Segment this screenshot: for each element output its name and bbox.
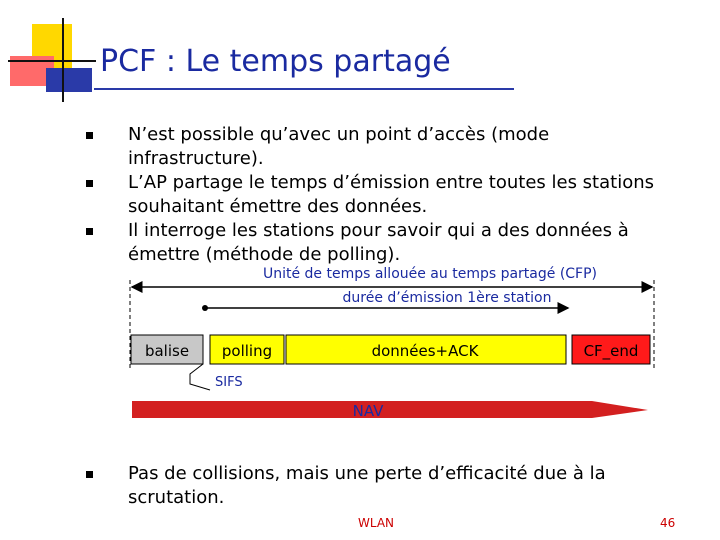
slide-title: PCF : Le temps partagé (100, 44, 451, 79)
balise-label: balise (144, 342, 190, 360)
bullet-square-icon (86, 132, 93, 139)
nav-label: NAV (352, 402, 384, 420)
logo-horizontal-line (8, 60, 96, 62)
cf-end-label: CF_end (583, 342, 639, 360)
bullet-text: Pas de collisions, mais une perte d’efficacité due à la scrutation. (128, 463, 606, 508)
bullet-square-icon (86, 228, 93, 235)
pcf-timing-diagram (0, 258, 720, 433)
bullet-item (86, 462, 706, 510)
title-underline (94, 88, 514, 90)
bullet-square-icon (86, 471, 93, 478)
conclusion-list (86, 462, 706, 510)
footer-course-label: WLAN (358, 516, 395, 530)
bullet-square-icon (86, 180, 93, 187)
bullet-text: N’est possible qu’avec un point d’accès (mode infrastructure). (128, 124, 550, 169)
donnees-label: données+ACK (371, 342, 479, 360)
sifs-bracket (190, 364, 210, 390)
logo-square-blue (46, 68, 92, 92)
emission-label: durée d’émission 1ère station (342, 290, 552, 306)
footer-page-number: 46 (660, 516, 676, 530)
bullet-item (86, 171, 686, 219)
bullet-text: Il interroge les stations pour savoir qui a des données à émettre (méthode de polling). (128, 220, 629, 265)
cfp-label: Unité de temps allouée au temps partagé (CFP) (262, 266, 598, 282)
nav-bar (132, 401, 648, 418)
bullet-list (86, 123, 686, 267)
bullet-text: L’AP partage le temps d’émission entre toutes les stations souhaitant émettre des données. (128, 172, 654, 217)
sifs-label: SIFS (215, 375, 243, 390)
bullet-item (86, 123, 686, 171)
polling-label: polling (221, 342, 273, 360)
